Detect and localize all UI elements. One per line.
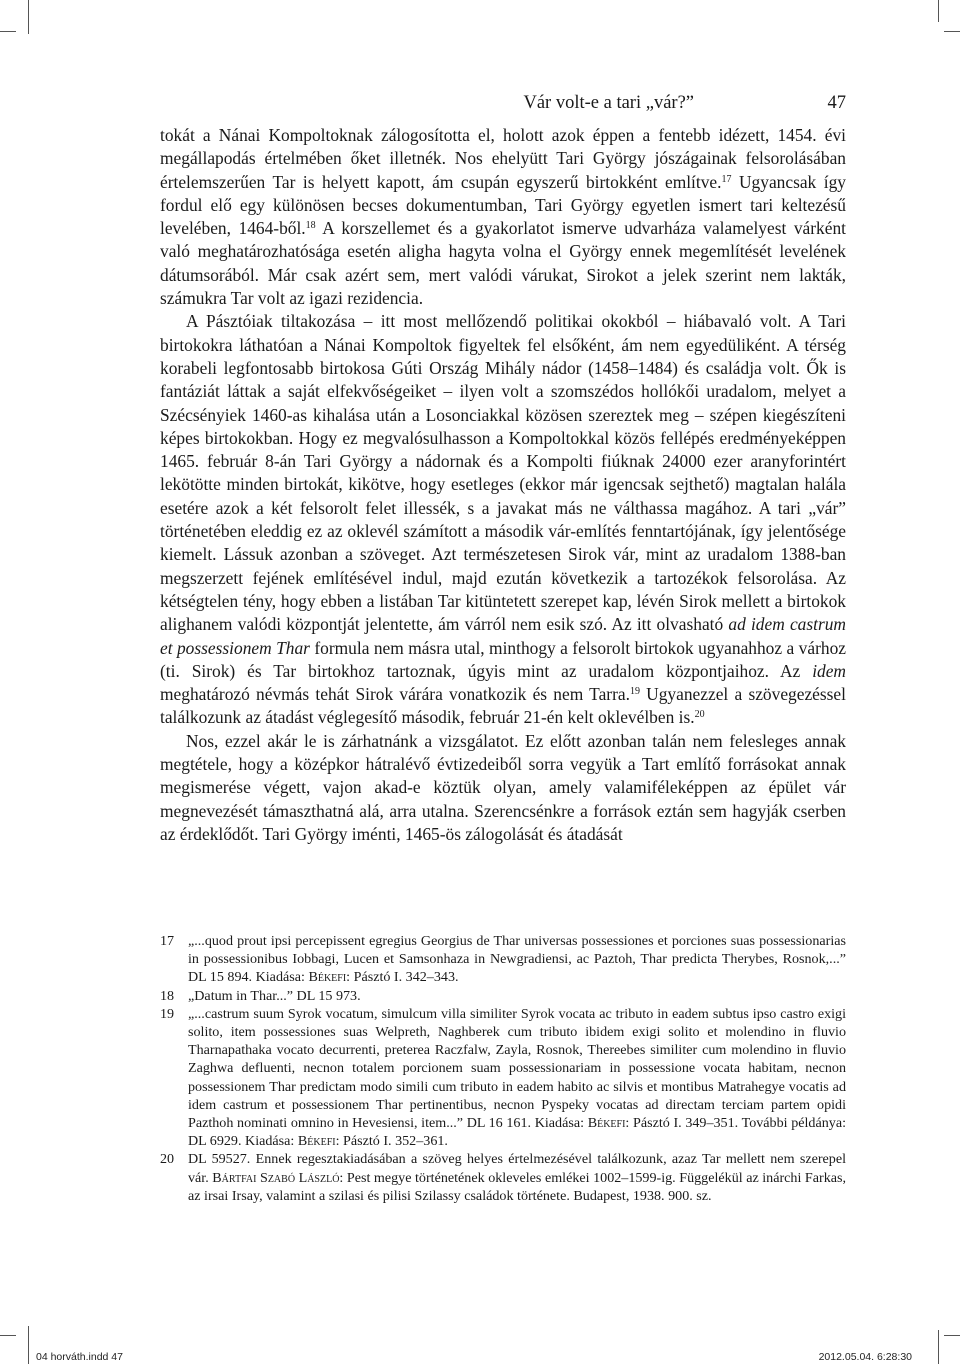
text-run: A Pásztóiak tiltakozása – itt most mellőzendő politikai okokból – hiábavaló volt. A Tari birtokokra láthatóan a Nánai Kompoltok figyeltek fel elsőként, ám nem egyedüliként. A térség korabeli legfontosabb birtokosa Gúti Ország Mihály nádor (1458–1484) és családja volt. Ők is fantáziát láttak a saját elfekvőségeiket – ilyen volt a szomszédos hollókői uradalom, melyet a Szécsényiek 1460-as kihalása után a Losonciakkal közösen szereztek meg – szépen kiegészíteni képes birtokokban. Hogy ez megvalósulhasson a Kompoltokkal közös fellépés eredményeképpen 1465. február 8-án Tari György a nádornak és a Kompolti fiúknak 24000 ezer aranyforintért lekötötte minden birtokát, kikötve, hogy esetleges (ekkor már igencsak sejthető) magtalan halála esetére azok a két felsorolt felet illessék, s a javakat más ne válthassa magához. A tari „vár” történetében eleddig ez az oklevél számított a második vár-említés fenntartójának, így jelentősége kiemelt. Lássuk azonban a szöveget. Azt természetesen Sirok vár, mint az uradalom 1388-ban megszerzett fejének említésével indul, majd ezután következik a tartozékok felsorolása. Az kétségtelen tény, hogy ebben a listában Tar kitüntetett szerepet kap, lévén Sirok mellett a birtokok alighanem valódi központját jelentette, ám várról nem esik szó. Az itt olvasható bbox=[160, 311, 846, 635]
author-name: Bártfai Szabó László bbox=[212, 1169, 340, 1186]
text-run: „...quod prout ipsi percepissent egregius Georgius de Thar universas possessiones et porciones suas possessionarias in possessionibus Iobbagi, Lucen et Samsonhaza in Newgradiensi, ac Paztoh, Thar predicta Therybes, Rosnok,...” DL 15 894. Kiadása: bbox=[188, 933, 846, 986]
footnotes bbox=[160, 932, 846, 1205]
crop-mark bbox=[944, 1335, 960, 1336]
crop-mark bbox=[28, 1326, 29, 1364]
crop-mark bbox=[944, 31, 960, 32]
text-run: Ugyanezzel a szövegezéssel találkozunk az átadást véglegesítő második, február 21-én kelt oklevélben is. bbox=[160, 684, 846, 728]
text-run: : Pásztó I. 352–361. bbox=[335, 1133, 448, 1150]
footnote-number: 18 bbox=[160, 987, 175, 1004]
footnote-ref: 20 bbox=[694, 709, 705, 721]
footnote-number: 17 bbox=[160, 933, 175, 949]
page-number: 47 bbox=[827, 93, 846, 113]
text-run: meghatározó névmás tehát Sirok várára vonatkozik és nem Tarra. bbox=[160, 684, 630, 705]
italic-text: idem bbox=[812, 660, 846, 681]
footnote bbox=[160, 987, 846, 1005]
author-name: Békefi bbox=[297, 1133, 336, 1150]
footnote-ref: 18 bbox=[305, 220, 316, 232]
text-run: „Datum in Thar...” DL 15 973. bbox=[188, 987, 361, 1004]
footnote-number: 19 bbox=[160, 1005, 175, 1022]
author-name: Békefi bbox=[587, 1115, 626, 1132]
footnote-ref: 19 bbox=[629, 686, 640, 698]
footnote-ref: 17 bbox=[721, 173, 732, 185]
text-run: formula nem másra utal, minthogy a felsorolt birtokok ugyanahhoz a várhoz (ti. Sirok) és Tar birtokhoz tartoznak, úgyis mint az uradalom központjaihoz. Az bbox=[160, 637, 846, 681]
text-run: A korszellemet és a gyakorlatot ismerve udvarháza valamelyest várként való meghatározhatósága esetén aligha hagyta volna el György ennek megemlítését levelének dátumsorából. Már csak azért sem, mert valódi várukat, Sirokot a jelek szerint nem lakták, számukra Tar volt az igazi rezidencia. bbox=[160, 218, 846, 309]
footnote bbox=[160, 1005, 846, 1151]
crop-mark bbox=[938, 1330, 939, 1364]
author-name: Békefi bbox=[308, 969, 347, 986]
text-run: tokát a Nánai Kompoltoknak zálogosította el, holott azok éppen a fentebb idézett, 1454. évi megállapodás értelmében őket illetnék. Nos ehelyütt Tari György jószágainak felsorolásában értelemszerűen Tar is helyett kapott, ám csupán egyszerű birtokként említve. bbox=[160, 125, 846, 192]
footnote bbox=[160, 932, 846, 987]
crop-mark bbox=[28, 0, 29, 34]
print-slug-left: 04 horváth.indd 47 bbox=[36, 1351, 123, 1363]
paragraph bbox=[160, 730, 846, 846]
footnote-number: 20 bbox=[160, 1151, 175, 1168]
text-run: DL 59527. Ennek regesztakiadásában a szöveg helyes értelmezésével találkozunk, azaz Tar mellett nem szerepel vár. bbox=[188, 1151, 846, 1186]
crop-mark bbox=[0, 31, 16, 32]
body-text bbox=[160, 124, 846, 846]
text-run: Ugyancsak így fordul elő egy különösen becses dokumentumban, Tari György egyetlen ismert tari keltezésű levelében, 1464-ből. bbox=[160, 171, 846, 239]
text-run: : Pest megye történetének okleveles emlékei 1002–1599-ig. Függelékül az inárchi Farkas, az irsai Irsay, valamint a szilasi és pilisi Szilassy családok története. Budapest, 1938. 900. sz. bbox=[188, 1169, 847, 1204]
footnote bbox=[160, 1150, 846, 1205]
crop-mark bbox=[0, 1335, 16, 1336]
paragraph bbox=[160, 124, 846, 310]
text-run: : Pásztó I. 349–351. További példánya: DL 6929. Kiadása: bbox=[188, 1115, 847, 1150]
text-run: Nos, ezzel akár le is zárhatnánk a vizsgálatot. Ez előtt azonban talán nem felesleges annak megtétele, hogy a középkor hátralévő évtizedeiből sorra vegyük a Tart említő forrásokat annak megismerése végett, vajon akad-e köztük olyan, amely valamiféleképpen az épület vár megnevezését támaszthatná alá, arra utalna. Szerencsénkre a források eztán sem hagyják cserben az érdeklődőt. Tari György iménti, 1465-ös zálogolását és átadását bbox=[160, 730, 846, 844]
text-run: „...castrum suum Syrok vocatum, simulcum villa similiter Syrok vocata ac tributo in eadem subtus ipso castro exigi solito, item possessiones suas Welpreth, Naghberek cum tributo ibidem exigi solito et molendino in fluvio Tharnapathaka vocato decurrenti, preterea Raczfalw, Zayla, Rosnok, Thereebes similiter cum molendino in fluvio Zaghwa defluenti, necnon totalem porcionem suam possessionariam in possessione vocata habitam, necnon possessionem Thar predictam modo simili cum tributo in eadem habito ac silvis et montibus Matrahegye vocatis ad idem castrum et possessionem Thar pertinentibus, necnon Pyspeky vocatas ad directam terciam partem opidi Pazthoh nominati omnino in Hevesiensi, item...” DL 16 161. Kiadása: bbox=[188, 1005, 846, 1132]
italic-text: ad idem castrum et possessionem Thar bbox=[160, 614, 846, 658]
running-title: Vár volt-e a tari „vár?” bbox=[523, 93, 694, 113]
running-header bbox=[160, 93, 846, 119]
crop-mark bbox=[938, 0, 939, 22]
print-slug-right: 2012.05.04. 6:28:30 bbox=[818, 1351, 912, 1363]
text-run: : Pásztó I. 342–343. bbox=[346, 969, 459, 986]
paragraph bbox=[160, 310, 846, 729]
